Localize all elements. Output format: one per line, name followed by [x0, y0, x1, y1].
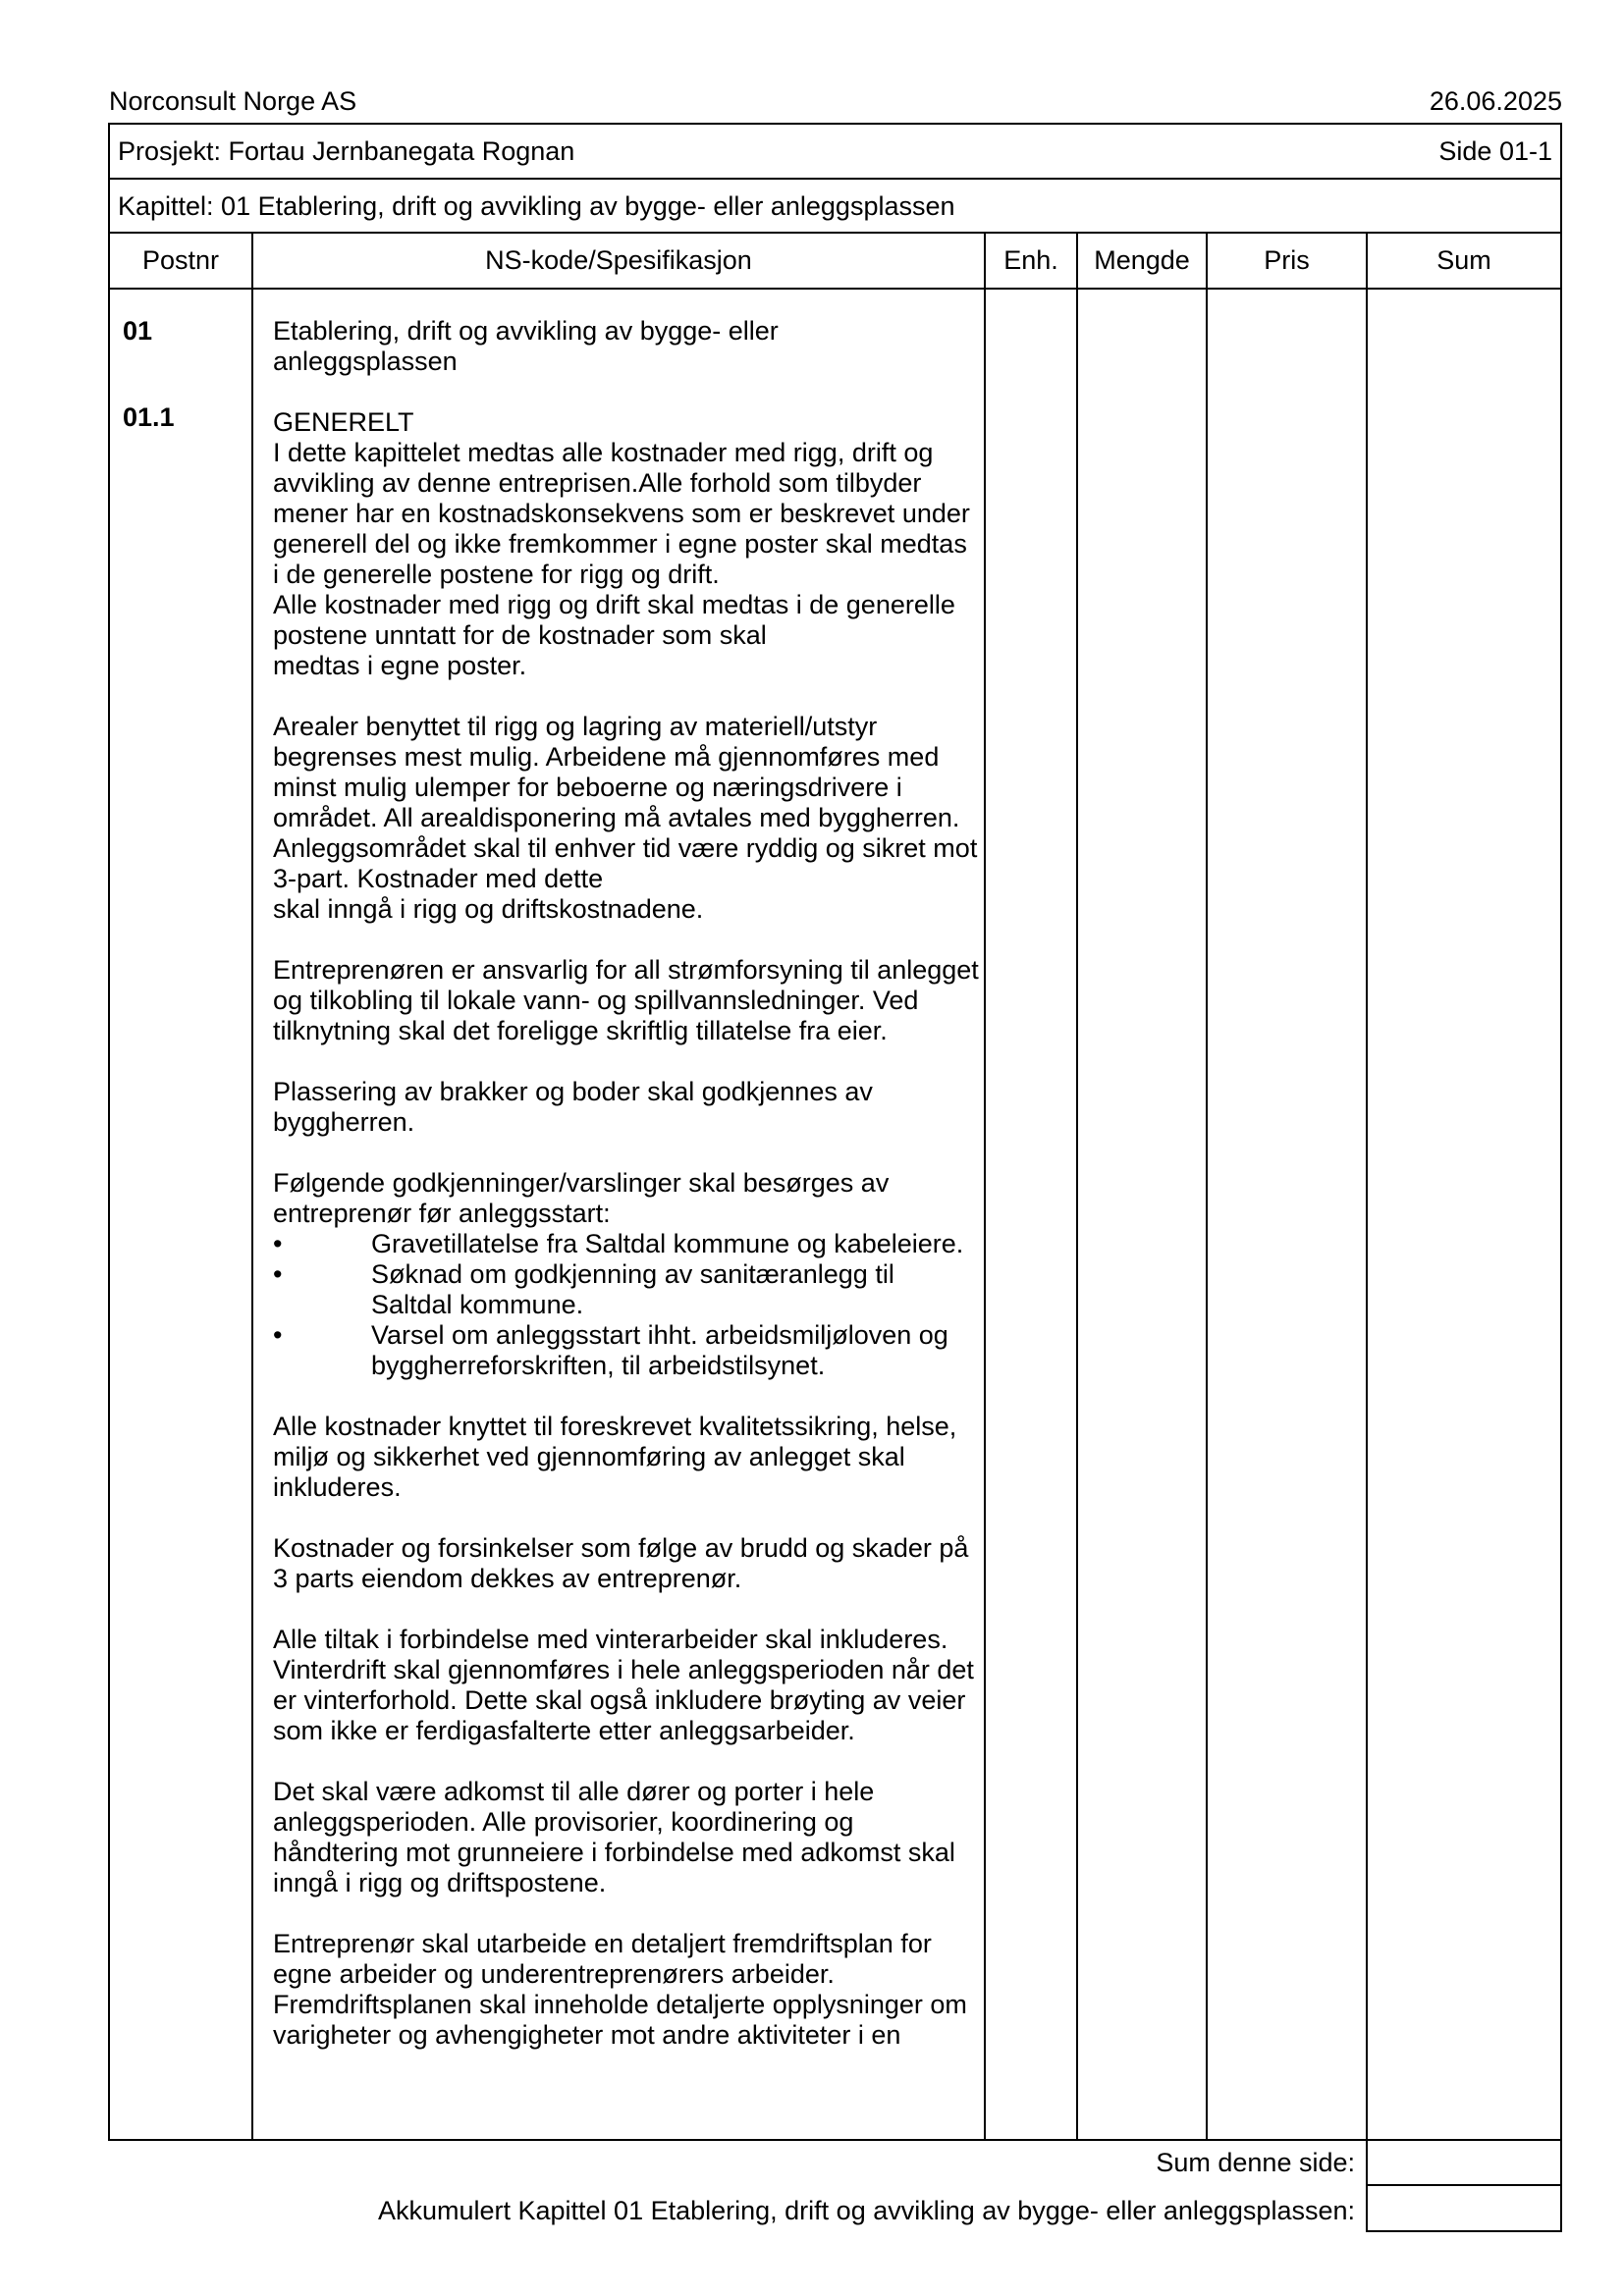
col-header-price: Pris: [1264, 245, 1310, 275]
spec-paragraph: Plassering av brakker og boder skal godkjennes av byggherren.: [273, 1077, 873, 1137]
col-header-postnr: Postnr: [141, 245, 220, 275]
accumulated-label: Akkumulert Kapittel 01 Etablering, drift og avvikling av bygge- eller anleggsplassen:: [377, 2196, 1355, 2225]
spec-paragraph: Kostnader og forsinkelser som følge av brudd og skader på 3 parts eiendom dekkes av entreprenør.: [273, 1533, 969, 1593]
specification-text: [273, 316, 980, 2051]
project-label: Prosjekt: Fortau Jernbanegata Rognan: [118, 136, 575, 166]
approval-list: [273, 1229, 980, 1381]
divider-price: [1366, 232, 1368, 2141]
document-date: 26.06.2025: [1429, 86, 1562, 116]
spec-paragraph: Det skal være adkomst til alle dører og porter i hele anleggsperioden. Alle provisorier, koordinering og håndtering mot grunneiere i forbindelse med adkomst skal inngå i rigg og driftspostene.: [273, 1777, 955, 1897]
spec-paragraph: medtas i egne poster.: [273, 651, 527, 680]
company-name: Norconsult Norge AS: [109, 86, 357, 116]
chapter-label: Kapittel: 01 Etablering, drift og avvikling av bygge- eller anleggsplassen: [118, 191, 955, 221]
chapter-row: [108, 178, 1562, 234]
spec-paragraph: Alle kostnader knyttet til foreskrevet kvalitetssikring, helse, miljø og sikkerhet ved gjennomføring av anlegget skal inkluderes.: [273, 1412, 957, 1502]
spec-paragraph: Alle kostnader med rigg og drift skal medtas i de generelle postene unntatt for de kostnader som skal: [273, 590, 955, 650]
col-header-spec: NS-kode/Spesifikasjon: [485, 245, 752, 275]
col-header-unit: Enh.: [1003, 245, 1058, 275]
post-number: 01.1: [123, 402, 175, 432]
divider-unit: [1076, 232, 1078, 2141]
col-header-qty: Mengde: [1094, 245, 1190, 275]
col-header-sum: Sum: [1436, 245, 1491, 275]
sum-page-value: [1366, 2139, 1562, 2186]
page-number: Side 01-1: [1438, 136, 1552, 166]
divider-postnr: [251, 232, 253, 2141]
accumulated-value: [1366, 2184, 1562, 2232]
list-item: • Søknad om godkjenning av sanitæranlegg til Saltdal kommune.: [273, 1259, 980, 1320]
spec-paragraph: Alle tiltak i forbindelse med vinterarbeider skal inkluderes. Vinterdrift skal gjennomføres i hele anleggsperioden når det er vinterforhold. Dette skal også inkludere brøyting av veier som ikke er ferdigasfalterte etter anleggsarbeider.: [273, 1625, 974, 1745]
spec-paragraph: Entreprenøren er ansvarlig for all strømforsyning til anlegget og tilkobling til lokale vann- og spillvannsledninger. Ved tilknytning skal det foreligge skriftlig tillatelse fra eier.: [273, 955, 979, 1045]
divider-spec: [984, 232, 986, 2141]
project-row: [108, 123, 1562, 180]
list-item: • Varsel om anleggsstart ihht. arbeidsmiljøloven og byggherreforskriften, til arbeidstilsynet.: [273, 1320, 980, 1381]
list-item: • Gravetillatelse fra Saltdal kommune og kabeleiere.: [273, 1229, 980, 1259]
post-title: Etablering, drift og avvikling av bygge- eller anleggsplassen: [273, 316, 779, 376]
spec-paragraph: skal inngå i rigg og driftskostnadene.: [273, 894, 704, 924]
post-number: 01: [123, 316, 153, 346]
sum-page-label: Sum denne side:: [1156, 2148, 1355, 2177]
spec-paragraph: Følgende godkjenninger/varslinger skal besørges av entreprenør før anleggsstart:: [273, 1168, 890, 1228]
spec-paragraph: Arealer benyttet til rigg og lagring av materiell/utstyr begrenses mest mulig. Arbeidene må gjennomføres med minst mulig ulemper for beboerne og næringsdrivere i området. All arealdisponering må avtales med byggherren. Anleggsområdet skal til enhver tid være ryddig og sikret mot 3-part. Kostnader med dette: [273, 712, 978, 893]
post-heading: GENERELT: [273, 407, 414, 437]
spec-paragraph: Entreprenør skal utarbeide en detaljert fremdriftsplan for egne arbeider og underentreprenørers arbeider. Fremdriftsplanen skal inneholde detaljerte opplysninger om varigheter og avhengigheter mot andre aktiviteter i en: [273, 1929, 967, 2050]
divider-qty: [1206, 232, 1208, 2141]
spec-paragraph: I dette kapittelet medtas alle kostnader med rigg, drift og avvikling av denne entreprisen.Alle forhold som tilbyder mener har en kostnadskonsekvens som er beskrevet under generell del og ikke fremkommer i egne poster skal medtas i de generelle postene for rigg og drift.: [273, 438, 970, 589]
